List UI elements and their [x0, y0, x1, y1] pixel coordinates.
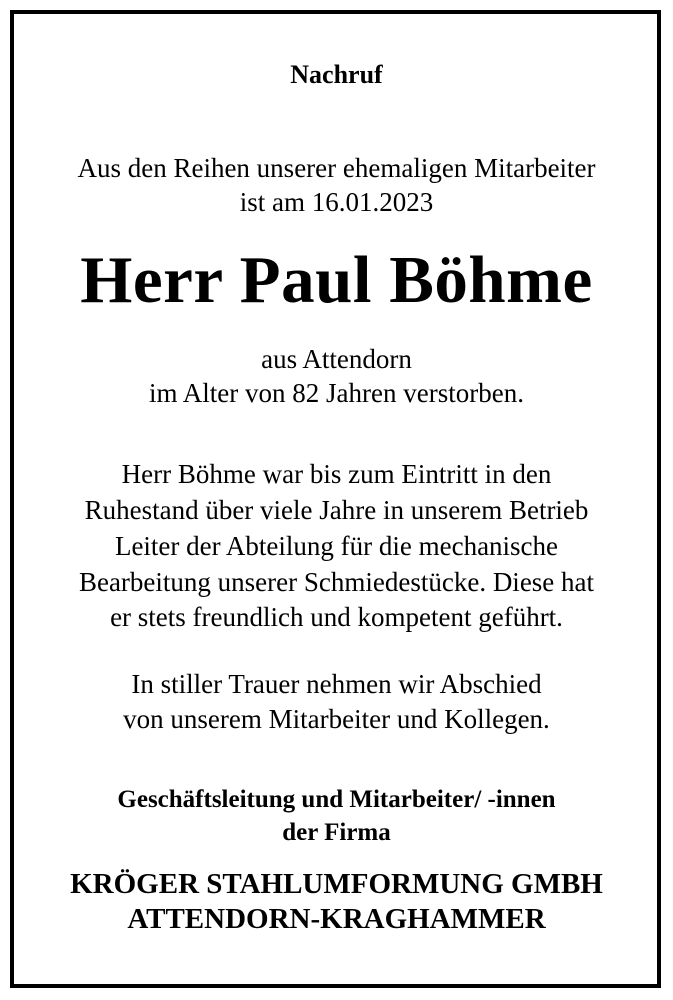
mourning-line-2: von unserem Mitarbeiter und Kollegen. [123, 704, 550, 734]
signature-line-2: der Firma [282, 819, 391, 846]
tribute-line-5: er stets freundlich und kompetent geführt. [110, 602, 563, 632]
origin-line-2-age: im Alter von 82 Jahren verstorben. [149, 378, 524, 408]
deceased-name: Herr Paul Böhme [80, 243, 593, 317]
tribute-line-4: Bearbeitung unserer Schmiedestücke. Diese hat [78, 567, 595, 597]
intro-line-2-date: ist am 16.01.2023 [239, 187, 434, 217]
tribute-line-3: Leiter der Abteilung für die mechanische [114, 531, 559, 561]
mourning-line-1: In stiller Trauer nehmen wir Abschied [131, 669, 542, 699]
signature-line-1: Geschäftsleitung und Mitarbeiter/ -innen [117, 786, 556, 813]
origin-line-1: aus Attendorn [261, 344, 412, 374]
intro-line-1: Aus den Reihen unserer ehemaligen Mitarbeiter [77, 153, 596, 183]
tribute-line-2: Ruhestand über viele Jahre in unserem Betrieb [84, 495, 589, 525]
tribute-line-1: Herr Böhme war bis zum Eintritt in den [121, 459, 552, 489]
company-name: KRÖGER STAHLUMFORMUNG GMBH [70, 868, 603, 900]
obituary-heading: Nachruf [290, 60, 383, 89]
company-location: ATTENDORN-KRAGHAMMER [127, 903, 546, 935]
